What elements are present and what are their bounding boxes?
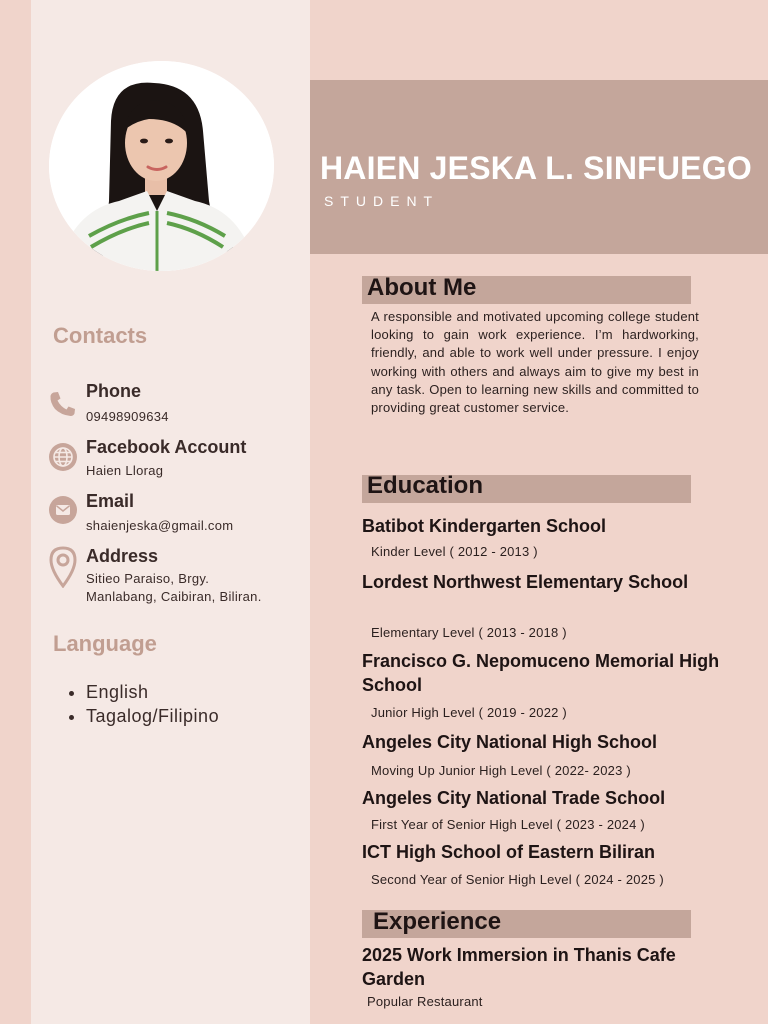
education-heading: Education <box>367 472 484 499</box>
language-heading: Language <box>53 631 157 656</box>
education-level: Moving Up Junior High Level ( 2022- 2023 ) <box>371 763 631 778</box>
education-level: Junior High Level ( 2019 - 2022 ) <box>371 705 567 720</box>
experience-title: 2025 Work Immersion in Thanis Cafe Garden <box>362 945 676 989</box>
about-heading: About Me <box>367 274 477 301</box>
contact-label-phone: Phone <box>86 381 142 401</box>
profile-photo <box>49 61 274 271</box>
education-school: Angeles City National High School <box>362 732 658 752</box>
left-border-strip <box>0 0 31 1024</box>
education-school: Lordest Northwest Elementary School <box>362 572 689 592</box>
contact-value-address-line2: Manlabang, Caibiran, Biliran. <box>86 589 262 604</box>
contact-label-facebook: Facebook Account <box>86 437 247 457</box>
contact-label-email: Email <box>86 491 135 511</box>
contact-value-facebook: Haien Llorag <box>86 463 164 478</box>
contact-value-email: shaienjeska@gmail.com <box>86 518 234 533</box>
education-level: Second Year of Senior High Level ( 2024 - 2025 ) <box>371 872 664 887</box>
education-level: Kinder Level ( 2012 - 2013 ) <box>371 544 538 559</box>
education-school: Francisco G. Nepomuceno Memorial High School <box>362 651 720 695</box>
contacts-heading: Contacts <box>53 323 148 348</box>
contact-label-address: Address <box>86 546 159 566</box>
contact-value-phone: 09498909634 <box>86 409 169 424</box>
globe-icon <box>47 441 79 473</box>
contact-value-address-line1: Sitieo Paraiso, Brgy. <box>86 571 210 586</box>
language-item: • English <box>86 680 219 704</box>
phone-icon <box>47 388 79 420</box>
location-pin-icon <box>47 546 79 588</box>
email-icon <box>47 494 79 526</box>
education-level: First Year of Senior High Level ( 2023 - 2024 ) <box>371 817 645 832</box>
education-school: Angeles City National Trade School <box>362 788 666 808</box>
education-school: ICT High School of Eastern Biliran <box>362 842 656 862</box>
education-school: Batibot Kindergarten School <box>362 516 607 536</box>
education-level: Elementary Level ( 2013 - 2018 ) <box>371 625 567 640</box>
role-title: STUDENT <box>324 193 440 209</box>
about-text: A responsible and motivated upcoming college student looking to gain work experience. I’m hardworking, friendly, and able to work well under pressure. I enjoy working with others and always aim to give my best in any task. Open to learning new skills and committed to providing great customer service. <box>371 309 699 416</box>
full-name: HAIEN JESKA L. SINFUEGO <box>320 150 752 186</box>
experience-subtitle: Popular Restaurant <box>367 994 483 1009</box>
language-list <box>64 680 219 728</box>
experience-heading: Experience <box>373 908 502 935</box>
language-item: • Tagalog/Filipino <box>86 704 219 728</box>
